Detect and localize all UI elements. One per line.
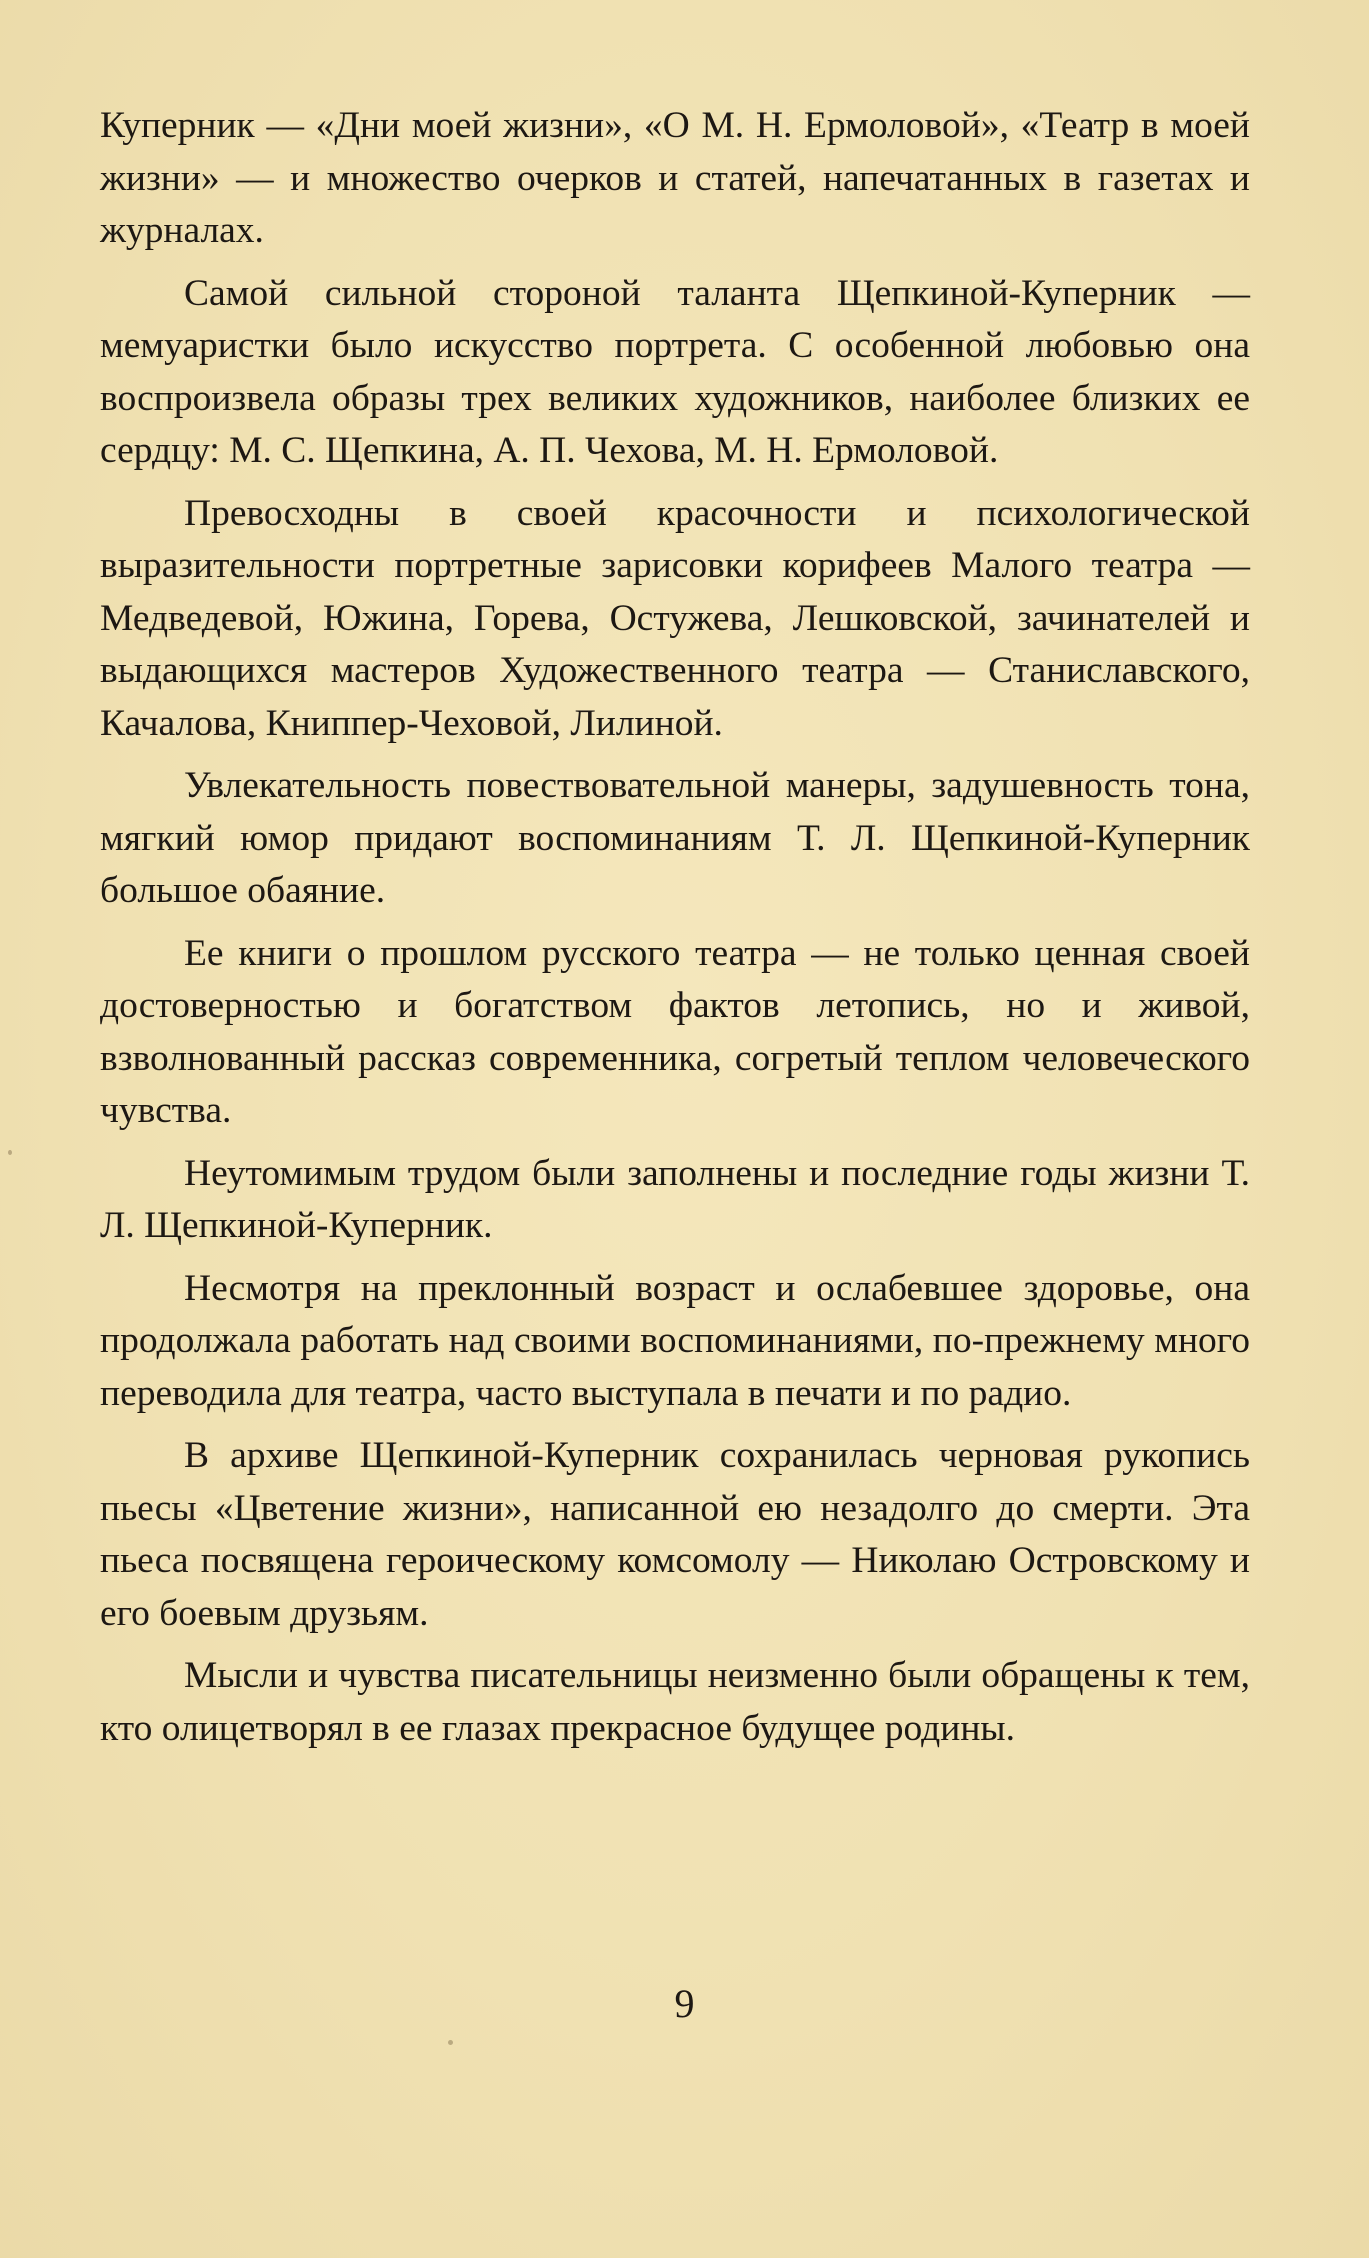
paper-speck [1042,1463,1046,1467]
page-number: 9 [674,1981,695,2026]
paragraph-9: Мысли и чувства писательницы неизменно были обращены к тем, кто олицетворял в ее глазах прекрасное будущее родины. [100,1655,1250,1749]
paragraph-5: Ее книги о прошлом русского театра — не только ценная своей достоверностью и богатством фактов летопись, но и живой, взволнованный рассказ современника, согретый теплом человеческого чувства. [100,932,1250,1131]
paper-speck [8,1150,12,1155]
paragraph-8: В архиве Щепкиной-Куперник сохранилась черновая рукопись пьесы «Цветение жизни», написанной ею незадолго до смерти. Эта пьеса посвящена героическому комсомолу — Николаю Островскому и его боевым друзьям. [100,1435,1250,1634]
paragraph-1: Куперник — «Дни моей жизни», «О М. Н. Ермоловой», «Театр в моей жизни» — и множество очерков и статей, напечатанных в газетах и журналах. [100,105,1250,251]
paragraph-3: Превосходны в своей красочности и психологической выразительности портретные зарисовки корифеев Малого театра — Медведевой, Южина, Горева, Остужева, Лешковской, зачинателей и выдающихся мастеров Художественного театра — Станиславского, Качалова, Книппер-Чеховой, Лилиной. [100,492,1250,744]
paragraph-4: Увлекательность повествовательной манеры, задушевность тона, мягкий юмор придают воспоминаниям Т. Л. Щепкиной-Куперник большое обаяние. [100,765,1250,911]
paragraph-6: Неутомимым трудом были заполнены и последние годы жизни Т. Л. Щепкиной-Куперник. [100,1152,1250,1246]
paragraph-2: Самой сильной стороной таланта Щепкиной-Куперник — мемуаристки было искусство портрета. С особенной любовью она воспроизвела образы трех великих художников, наиболее близких ее сердцу: М. С. Щепкина, А. П. Чехова, М. Н. Ермоловой. [100,272,1250,471]
body-text [100,100,1250,1765]
paragraph-7: Несмотря на преклонный возраст и ослабевшее здоровье, она продолжала работать над своими воспоминаниями, по-прежнему много переводила для театра, часто выступала в печати и по радио. [100,1267,1250,1414]
paper-speck [448,2040,453,2045]
